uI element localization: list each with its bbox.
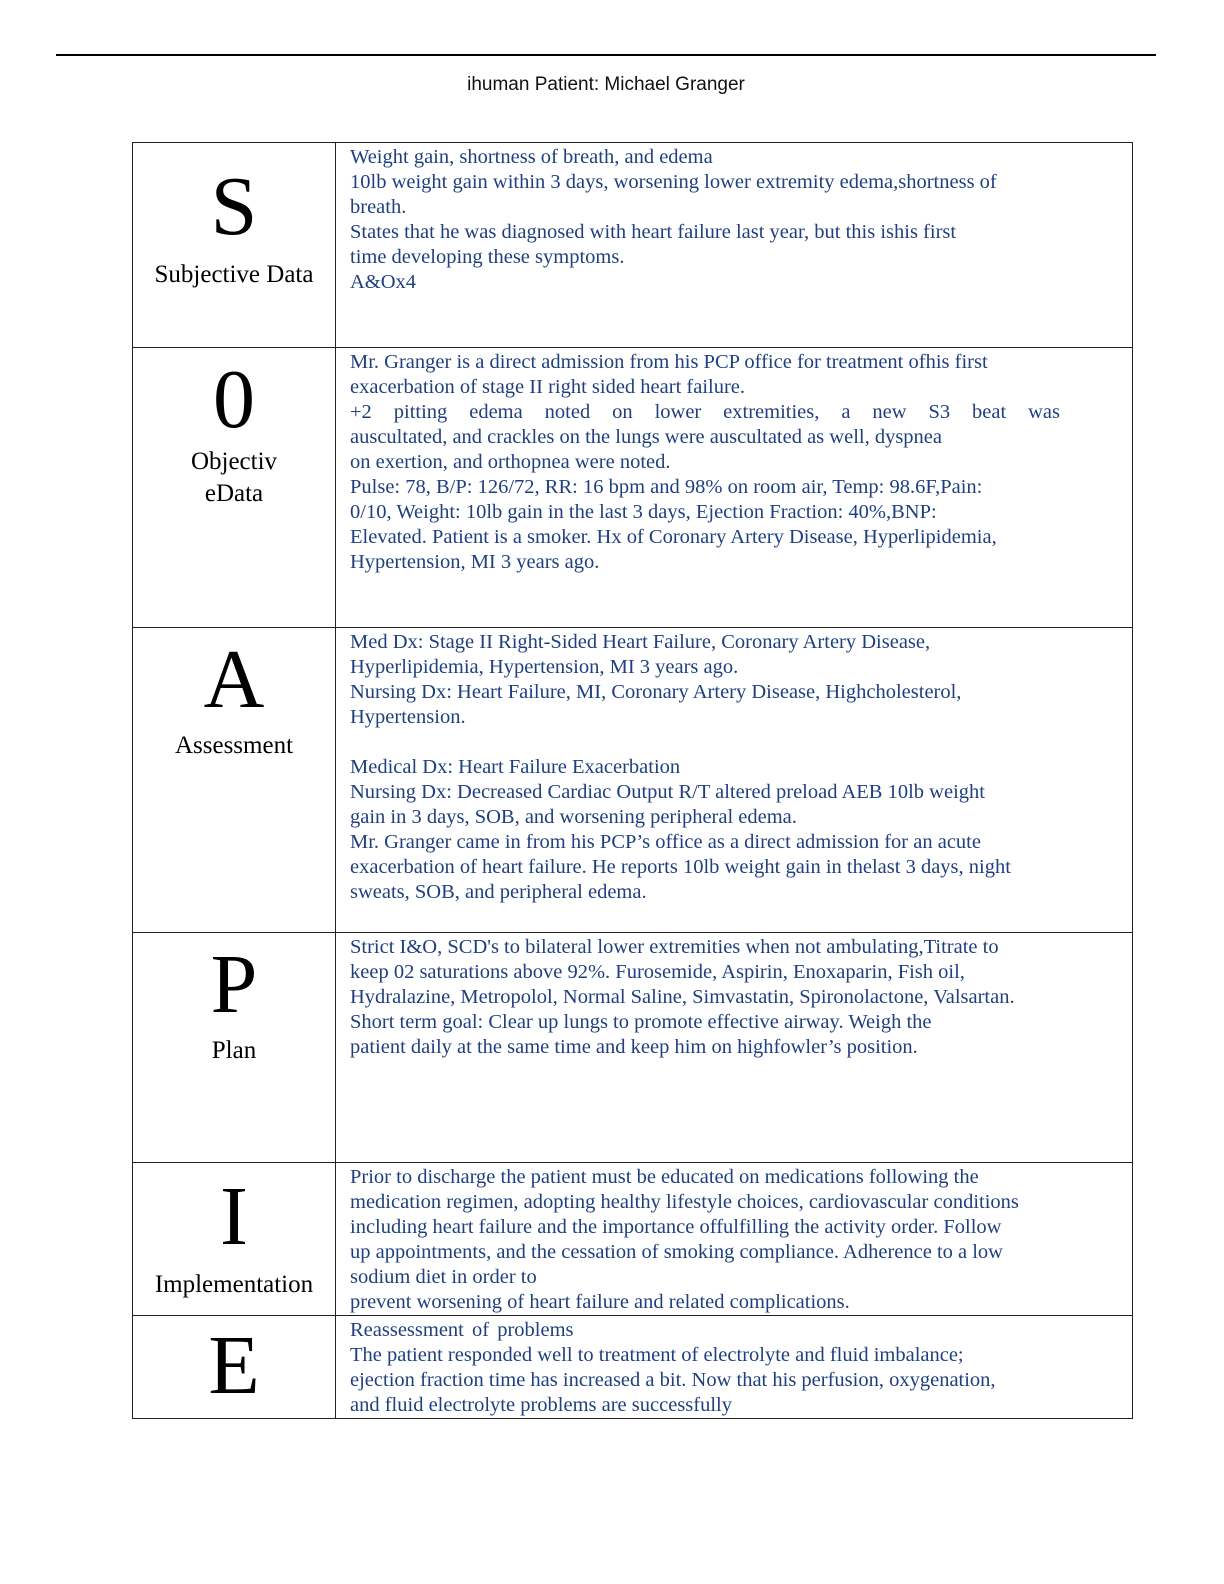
content-line: and fluid electrolyte problems are successfully [350, 1394, 732, 1416]
content-line: ejection fraction time has increased a bit. Now that his perfusion, oxygenation, [350, 1369, 996, 1391]
section-label: Subjective Data [154, 261, 314, 288]
section-letter-cell [133, 1316, 336, 1419]
section-content [336, 628, 1133, 933]
content-line: patient daily at the same time and keep him on highfowler’s position. [350, 1036, 918, 1058]
section-content [336, 933, 1133, 1163]
section-label: Implementation [154, 1271, 314, 1298]
content-line: Nursing Dx: Decreased Cardiac Output R/T altered preload AEB 10lb weight [350, 781, 985, 803]
content-line: auscultated, and crackles on the lungs were auscultated as well, dyspnea [350, 426, 943, 448]
section-letter-cell [133, 628, 336, 933]
content-line: sweats, SOB, and peripheral edema. [350, 881, 647, 903]
content-line: States that he was diagnosed with heart failure last year, but this ishis first [350, 221, 957, 243]
section-letter-cell [133, 348, 336, 628]
content-line: keep 02 saturations above 92%. Furosemide, Aspirin, Enoxaparin, Fish oil, [350, 961, 965, 983]
section-letter-cell [133, 143, 336, 348]
section-evaluation [133, 1316, 1133, 1419]
section-subjective [133, 143, 1133, 348]
content-line: Hypertension, MI 3 years ago. [350, 551, 600, 573]
content-line: medication regimen, adopting healthy lifestyle choices, cardiovascular conditions [350, 1191, 1019, 1213]
section-label: Assessment [174, 732, 294, 759]
section-letter-cell [133, 1163, 336, 1316]
content-line: Pulse: 78, B/P: 126/72, RR: 16 bpm and 98% on room air, Temp: 98.6F,Pain: [350, 476, 983, 498]
content-line: Elevated. Patient is a smoker. Hx of Coronary Artery Disease, Hyperlipidemia, [350, 526, 997, 548]
section-letter: A [203, 633, 265, 726]
section-content [336, 348, 1133, 628]
content-line: Hydralazine, Metropolol, Normal Saline, Simvastatin, Spironolactone, Valsartan. [350, 986, 1015, 1008]
content-line: breath. [350, 196, 407, 218]
section-implementation [133, 1163, 1133, 1316]
content-line: +2 pitting edema noted on lower extremities, a new S3 beat was [350, 401, 1060, 423]
content-line: including heart failure and the importance offulfilling the activity order. Follow [350, 1216, 1002, 1238]
soapie-table [132, 142, 1133, 1419]
section-letter: 0 [213, 353, 255, 446]
section-label: Plan [211, 1037, 257, 1064]
content-line: Hypertension. [350, 706, 466, 728]
content-line: time developing these symptoms. [350, 246, 625, 268]
content-line: exacerbation of stage II right sided heart failure. [350, 376, 746, 398]
content-line: on exertion, and orthopnea were noted. [350, 451, 671, 473]
content-line: Reassessment of problems [350, 1319, 574, 1341]
content-line: Mr. Granger came in from his PCP’s office as a direct admission for an acute [350, 831, 981, 853]
section-content [336, 143, 1133, 348]
section-assessment [133, 628, 1133, 933]
content-line: Nursing Dx: Heart Failure, MI, Coronary Artery Disease, Highcholesterol, [350, 681, 962, 703]
section-letter: E [208, 1319, 260, 1412]
content-line: up appointments, and the cessation of smoking compliance. Adherence to a low [350, 1241, 1003, 1263]
content-line: Hyperlipidemia, Hypertension, MI 3 years ago. [350, 656, 739, 678]
content-line: 10lb weight gain within 3 days, worsening lower extremity edema,shortness of [350, 171, 997, 193]
section-letter-cell [133, 933, 336, 1163]
section-label: eData [204, 480, 264, 507]
content-line: sodium diet in order to [350, 1266, 537, 1288]
header-rule [56, 54, 1156, 56]
section-letter: P [210, 938, 258, 1031]
blank-line [350, 730, 1126, 755]
content-line: Strict I&O, SCD's to bilateral lower extremities when not ambulating,Titrate to [350, 936, 999, 958]
content-line: Med Dx: Stage II Right-Sided Heart Failure, Coronary Artery Disease, [350, 631, 931, 653]
content-line: exacerbation of heart failure. He reports 10lb weight gain in thelast 3 days, night [350, 856, 1011, 878]
content-line: gain in 3 days, SOB, and worsening peripheral edema. [350, 806, 797, 828]
content-line: Mr. Granger is a direct admission from his PCP office for treatment ofhis first [350, 351, 988, 373]
content-line: 0/10, Weight: 10lb gain in the last 3 days, Ejection Fraction: 40%,BNP: [350, 501, 937, 523]
section-content [336, 1316, 1133, 1419]
section-objective [133, 348, 1133, 628]
content-line: prevent worsening of heart failure and related complications. [350, 1291, 850, 1313]
section-letter: S [210, 160, 258, 253]
content-line: The patient responded well to treatment of electrolyte and fluid imbalance; [350, 1344, 964, 1366]
content-line: Short term goal: Clear up lungs to promote effective airway. Weigh the [350, 1011, 932, 1033]
page-header-title: ihuman Patient: Michael Granger [467, 74, 745, 95]
section-letter: I [220, 1170, 248, 1263]
section-label: Objectiv [190, 448, 278, 475]
content-line: Medical Dx: Heart Failure Exacerbation [350, 756, 681, 778]
section-content [336, 1163, 1133, 1316]
content-line: Weight gain, shortness of breath, and edema [350, 146, 713, 168]
section-plan [133, 933, 1133, 1163]
content-line: Prior to discharge the patient must be educated on medications following the [350, 1166, 979, 1188]
content-line: A&Ox4 [350, 271, 417, 293]
